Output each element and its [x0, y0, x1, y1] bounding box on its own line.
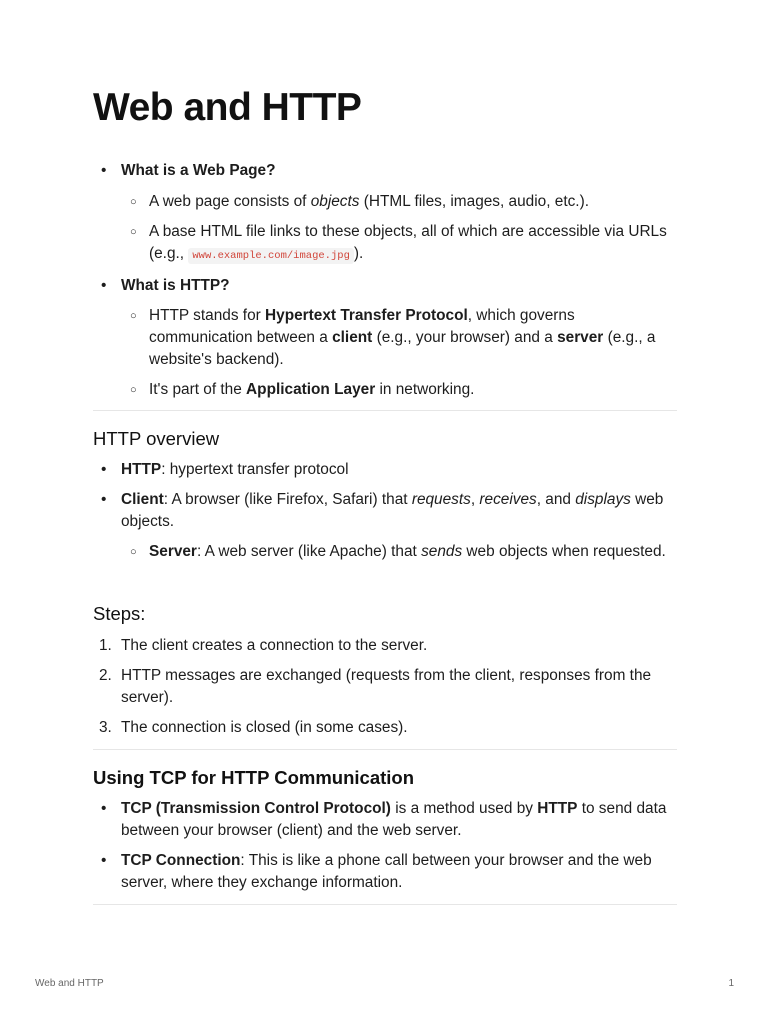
- steps-list: [93, 635, 677, 739]
- step-item: 1. The client creates a connection to the server.: [99, 637, 428, 654]
- bullet-icon: •: [101, 852, 107, 869]
- url-code: www.example.com/image.jpg: [188, 248, 354, 264]
- section-heading-steps: Steps:: [93, 603, 146, 624]
- question-http: What is HTTP?: [121, 277, 230, 294]
- step-item: 3. The connection is closed (in some cases).: [99, 719, 408, 736]
- tcp-section: [93, 798, 677, 894]
- bullet-icon: •: [101, 162, 107, 179]
- hollow-bullet-icon: ○: [130, 384, 137, 396]
- list-item: • TCP (Transmission Control Protocol) is a method used by HTTP to send data between your browser (client) and the web server.: [101, 800, 667, 839]
- divider: [93, 904, 677, 905]
- section-heading-overview: HTTP overview: [93, 428, 220, 449]
- question-web-page: What is a Web Page?: [121, 162, 276, 179]
- overview-section: [93, 459, 677, 563]
- list-item: • Client: A browser (like Firefox, Safari) that requests, receives, and displays web objects.: [101, 491, 664, 530]
- step-item: 2. HTTP messages are exchanged (requests from the client, responses from the server).: [99, 667, 652, 706]
- bullet-icon: •: [101, 800, 107, 817]
- hollow-bullet-icon: ○: [130, 546, 137, 558]
- list-item: • HTTP: hypertext transfer protocol: [93, 459, 677, 481]
- list-item: • TCP Connection: This is like a phone call between your browser and the web server, where they exchange information.: [101, 852, 652, 891]
- hollow-bullet-icon: ○: [130, 310, 137, 322]
- list-item: ○ Server: A web server (like Apache) that sends web objects when requested.: [93, 541, 677, 563]
- divider: [93, 749, 677, 750]
- bullet-icon: •: [101, 461, 107, 478]
- list-item: ○ A web page consists of objects (HTML files, images, audio, etc.).: [93, 191, 677, 213]
- page-title: Web and HTTP: [93, 86, 362, 129]
- footer-doc-title: Web and HTTP: [35, 978, 104, 989]
- hollow-bullet-icon: ○: [130, 226, 137, 238]
- list-item: ○ A base HTML file links to these objects, all of which are accessible via URLs (e.g., www.example.com/image.jpg ).: [130, 223, 667, 262]
- page-number: 1: [728, 978, 734, 989]
- hollow-bullet-icon: ○: [130, 196, 137, 208]
- divider: [93, 410, 677, 411]
- list-item: ○ HTTP stands for Hypertext Transfer Protocol, which governs communication between a client (e.g., your browser) and a server (e.g., a website's backend).: [130, 307, 656, 368]
- list-item-http: [93, 275, 677, 297]
- intro-section: [93, 160, 677, 401]
- list-item-web-page: [93, 160, 677, 182]
- bullet-icon: •: [101, 277, 107, 294]
- section-heading-tcp: Using TCP for HTTP Communication: [93, 767, 415, 788]
- bullet-icon: •: [101, 491, 107, 508]
- list-item: ○ It's part of the Application Layer in networking.: [93, 379, 677, 401]
